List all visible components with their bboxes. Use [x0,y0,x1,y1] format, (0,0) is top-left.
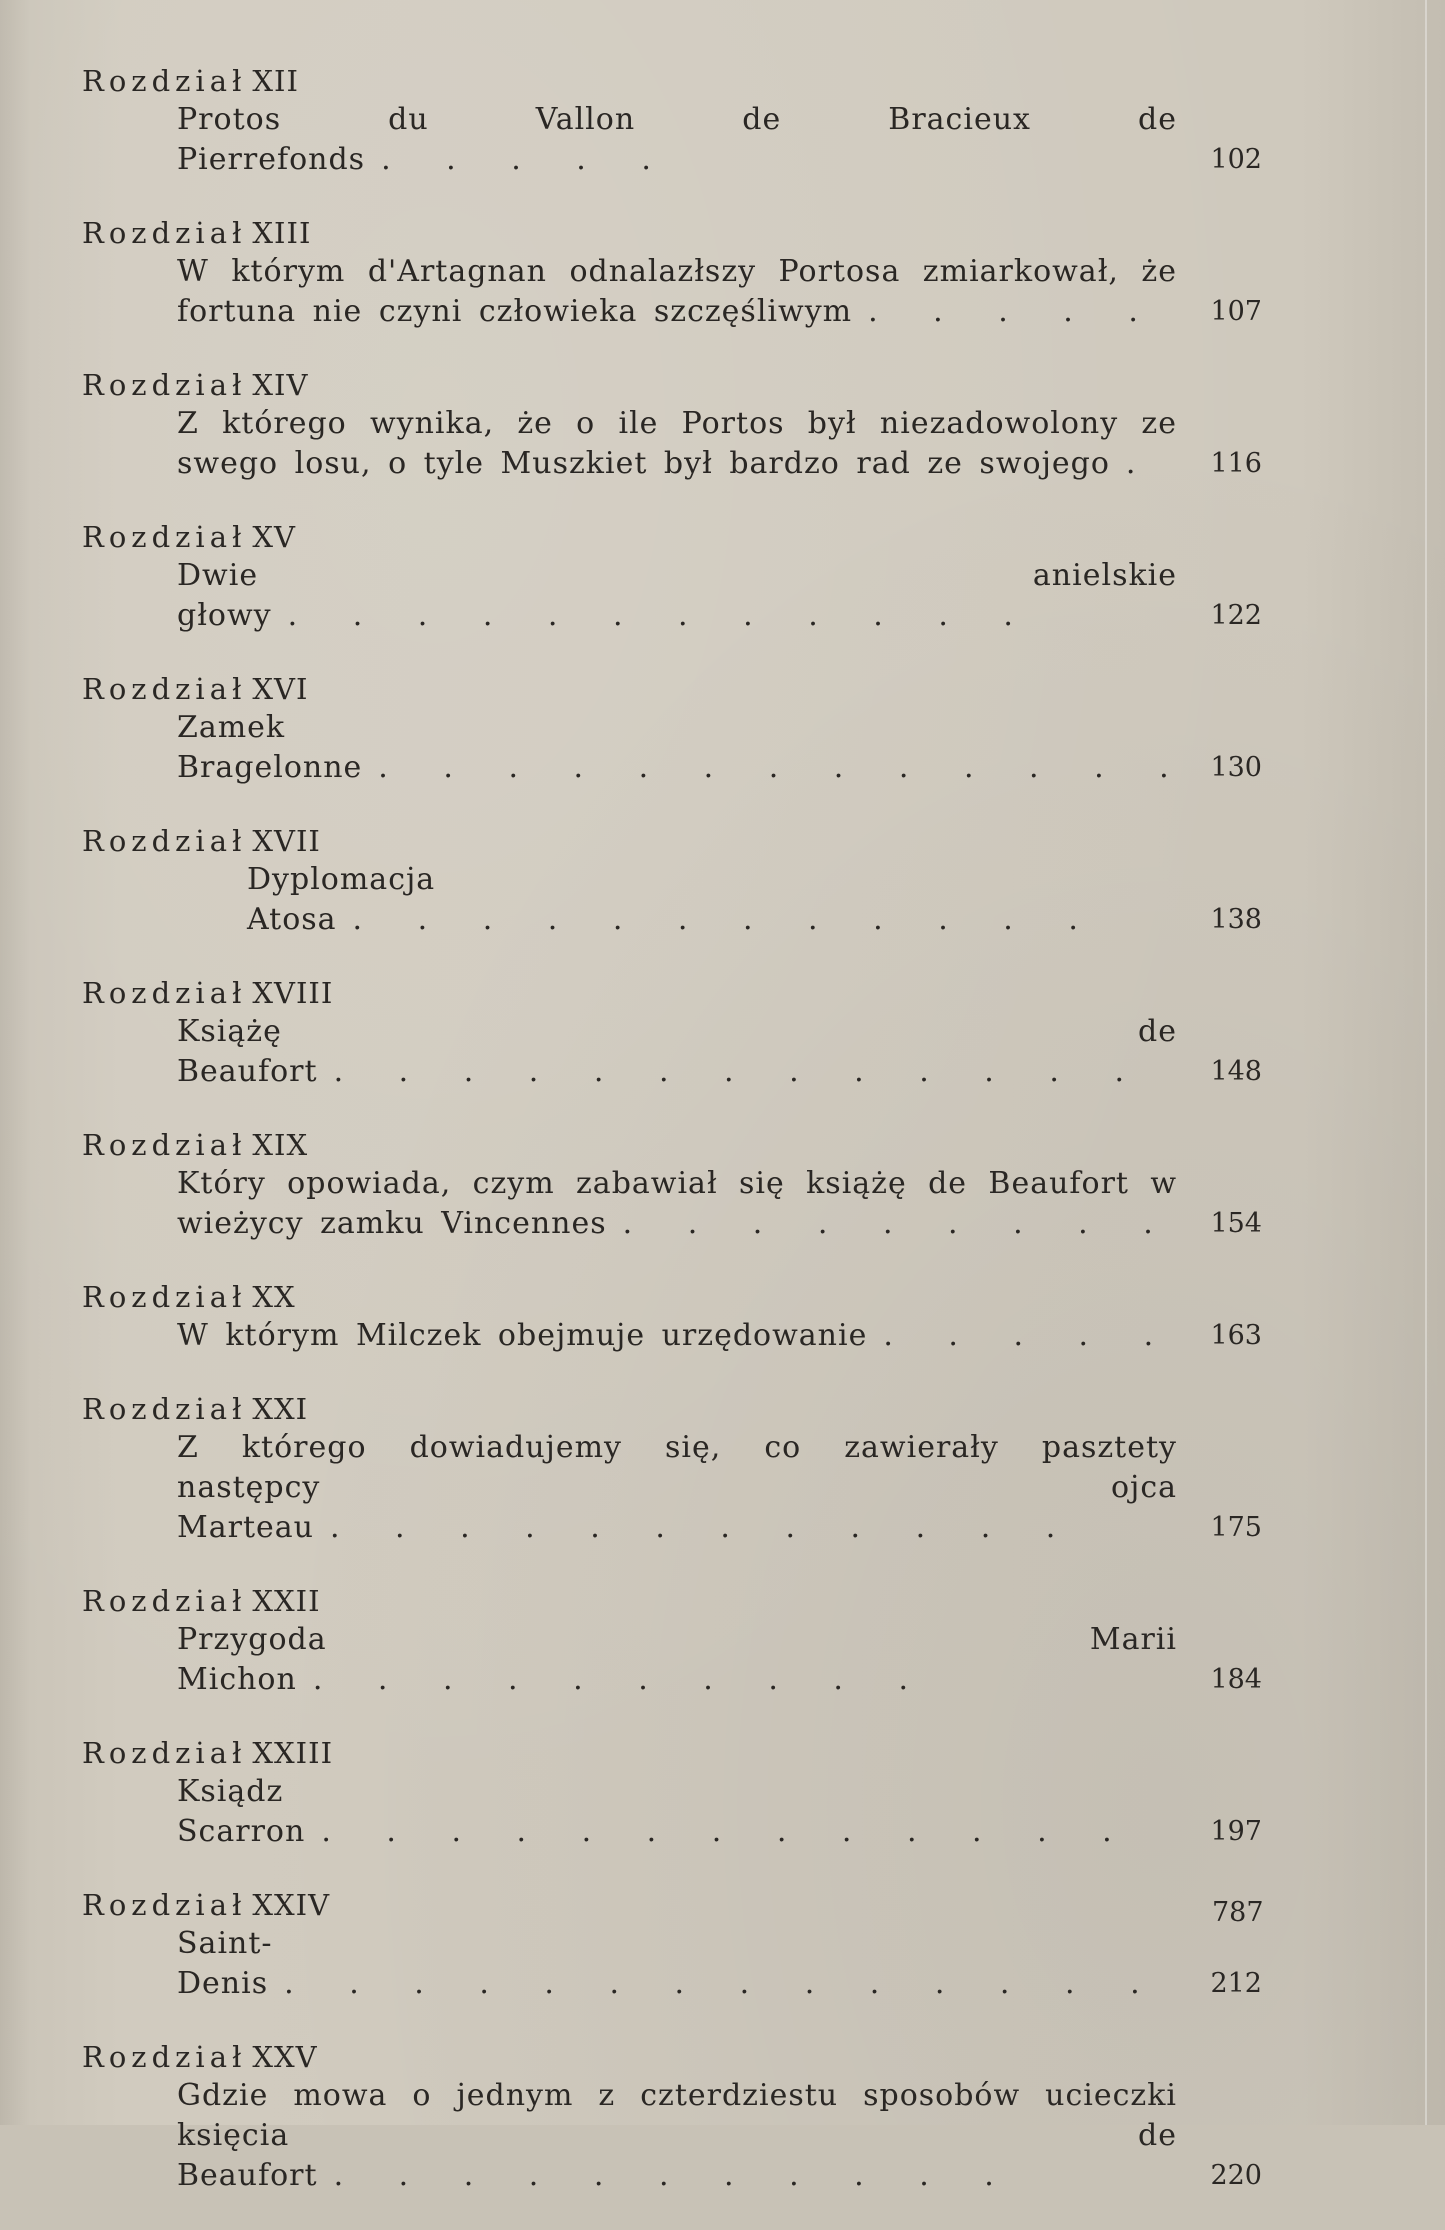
chapter-title [247,860,1177,940]
chapter-page-number: 220 [1210,2160,1262,2191]
chapter-label [82,1390,1262,1428]
chapter-number: XV [252,520,296,554]
chapter-number: XXIV [252,1888,331,1922]
chapter-number: XX [252,1280,296,1314]
chapter-word: Rozdział [82,824,247,858]
chapter-title-block [177,556,1262,636]
chapter-title [177,1316,1177,1356]
chapter-title [177,1620,1177,1700]
chapter-word: Rozdział [82,1128,247,1162]
toc-entry-xv [82,518,1262,636]
chapter-title-block [177,100,1262,180]
chapter-number: XVII [252,824,321,858]
chapter-label [82,1582,1262,1620]
chapter-label [82,366,1262,404]
chapter-title-block [177,1620,1262,1700]
chapter-label [82,1734,1262,1772]
chapter-title-text: Gdzie mowa o jednym z czterdziestu sposobów ucieczki księcia de Beaufort [177,2078,1177,2193]
toc-entry-xiii [82,214,1262,332]
chapter-page-number: 138 [1210,904,1262,935]
chapter-number: XVI [252,672,309,706]
chapter-title-block [177,1316,1262,1356]
chapter-word: Rozdział [82,520,247,554]
dot-leader: . . . . . . . . . [622,1206,1173,1241]
chapter-title-text: Dwie anielskie głowy [177,558,1177,633]
chapter-word: Rozdział [82,2040,247,2074]
dot-leader: . . . . . . . . . . . . . . [284,1966,1160,2001]
chapter-title-block [177,708,1262,788]
dot-leader: . . . . . . . . . . . . . [378,750,1189,785]
chapter-title-block [177,1924,1262,2004]
dot-leader: . . . . . [381,142,671,177]
chapter-number: XIV [252,368,309,402]
dot-leader: . . . . . [868,294,1158,329]
chapter-word: Rozdział [82,672,247,706]
chapter-title [177,1164,1177,1244]
toc-entry-xxi [82,1390,1262,1548]
chapter-title [177,1924,1177,2004]
chapter-page-number: 148 [1210,1056,1262,1087]
chapter-title-block [177,2076,1262,2196]
chapter-page-number: 122 [1210,600,1262,631]
chapter-page-number: 197 [1210,1816,1262,1847]
chapter-title [177,1772,1177,1852]
chapter-number: XXV [252,2040,318,2074]
chapter-title-text: Z którego dowiadujemy się, co zawierały pasztety następcy ojca Marteau [177,1430,1177,1545]
chapter-label [82,1278,1262,1316]
chapter-title-text: Który opowiada, czym zabawiał się książę de Beaufort w wieżycy zamku Vincennes [177,1166,1177,1241]
chapter-label [82,2038,1262,2076]
chapter-title-text: W którym d'Artagnan odnalazłszy Portosa zmiarkował, że fortuna nie czyni człowieka szczęśliwym [177,254,1177,329]
chapter-page-number: 212 [1210,1968,1262,1999]
chapter-label [82,1886,1262,1924]
chapter-title-text: Z którego wynika, że o ile Portos był niezadowolony ze swego losu, o tyle Muszkiet był bardzo rad ze swojego [177,406,1177,481]
toc-entry-xvii [82,822,1262,940]
chapter-title [177,708,1189,788]
dot-leader: . . . . . . . . . . . . [287,598,1033,633]
chapter-title-text: Ksiądz Scarron [177,1774,306,1849]
chapter-word: Rozdział [82,976,247,1010]
chapter-title-block [177,252,1262,332]
chapter-title [177,556,1177,636]
dot-leader: . [1125,446,1156,481]
chapter-title-block [177,1428,1262,1548]
chapter-number: XXIII [252,1736,334,1770]
chapter-number: XXI [252,1392,309,1426]
chapter-word: Rozdział [82,1584,247,1618]
chapter-page-number: 107 [1210,296,1262,327]
chapter-label [82,822,1262,860]
toc-entry-xiv [82,366,1262,484]
chapter-page-number: 102 [1210,144,1262,175]
dot-leader: . . . . . . . . . . . . . [321,1814,1132,1849]
toc-entry-xxiii [82,1734,1262,1852]
chapter-title [177,252,1177,332]
chapter-title [177,1428,1177,1548]
chapter-page-number: 163 [1210,1320,1262,1351]
toc-entry-xviii [82,974,1262,1092]
chapter-title [177,2076,1177,2196]
chapter-label [82,518,1262,556]
chapter-number: XVIII [252,976,334,1010]
chapter-title-text: Zamek Bragelonne [177,710,363,785]
chapter-title [177,404,1177,484]
page-number: 787 [1212,1897,1264,1928]
toc-entry-xxiv [82,1886,1262,2004]
chapter-word: Rozdział [82,64,247,98]
chapter-title-block [177,1164,1262,1244]
dot-leader: . . . . . . . . . . . [333,2158,1014,2193]
chapter-title-text: W którym Milczek obejmuje urzędowanie [177,1318,868,1353]
chapter-page-number: 154 [1210,1208,1262,1239]
chapter-label [82,1126,1262,1164]
toc-entry-xx [82,1278,1262,1356]
dot-leader: . . . . . . . . . . [312,1662,929,1697]
chapter-word: Rozdział [82,1280,247,1314]
chapter-word: Rozdział [82,1392,247,1426]
chapter-title-text: Przygoda Marii Michon [177,1622,1177,1697]
chapter-title-block [177,1012,1262,1092]
chapter-label [82,214,1262,252]
chapter-title [177,100,1177,180]
chapter-number: XIX [252,1128,309,1162]
chapter-label [82,62,1262,100]
chapter-number: XXII [252,1584,321,1618]
chapter-title-block [177,404,1262,484]
chapter-page-number: 175 [1210,1512,1262,1543]
chapter-word: Rozdział [82,1888,247,1922]
chapter-label [82,670,1262,708]
toc-entry-xvi [82,670,1262,788]
toc-entry-xxii [82,1582,1262,1700]
chapter-page-number: 184 [1210,1664,1262,1695]
chapter-title-text: Dyplomacja Atosa [247,862,436,937]
chapter-page-number: 130 [1210,752,1262,783]
toc-entry-xii [82,62,1262,180]
page-fold-shadow [1425,0,1427,2125]
toc-entry-xix [82,1126,1262,1244]
dot-leader: . . . . . . . . . . . . . [333,1054,1144,1089]
chapter-title [177,1012,1177,1092]
chapter-number: XII [252,64,299,98]
table-of-contents [82,62,1262,2230]
toc-entry-xxv [82,2038,1262,2196]
chapter-title-text: Protos du Vallon de Bracieux de Pierrefonds [177,102,1177,177]
chapter-title-text: Książę de Beaufort [177,1014,1177,1089]
chapter-word: Rozdział [82,216,247,250]
chapter-label [82,974,1262,1012]
dot-leader: . . . . . . . . . . . . [329,1510,1076,1545]
dot-leader: . . . . . [883,1318,1174,1353]
dot-leader: . . . . . . . . . . . . [352,902,1098,937]
chapter-title-block [177,1772,1262,1852]
chapter-word: Rozdział [82,1736,247,1770]
chapter-word: Rozdział [82,368,247,402]
chapter-title-block [247,860,1262,940]
chapter-number: XIII [252,216,312,250]
chapter-page-number: 116 [1210,448,1262,479]
chapter-title-text: Saint-Denis [177,1926,273,2001]
